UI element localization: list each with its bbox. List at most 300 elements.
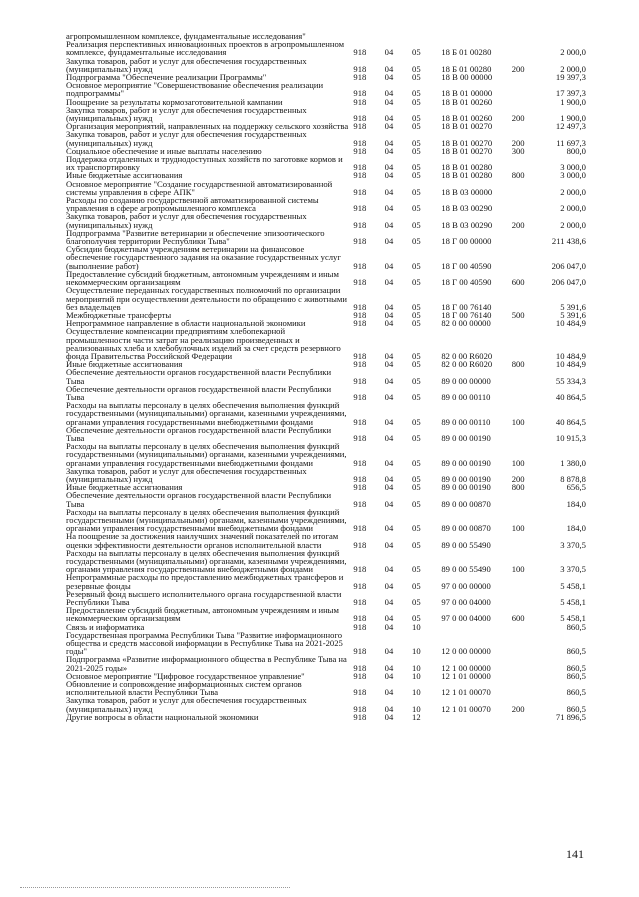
row-subsection-code: 05 [412, 260, 421, 271]
row-amount: 206 047,0 [551, 277, 586, 288]
row-org-code: 918 [353, 88, 367, 99]
row-subsection-code: 05 [412, 236, 421, 247]
row-amount: 5 391,6 [560, 301, 586, 312]
row-target-article: 97 0 00 00000 [441, 580, 491, 591]
row-org-code: 918 [353, 260, 367, 271]
row-amount: 12 497,3 [555, 121, 586, 132]
row-target-article: 18 Б 01 00280 [441, 47, 492, 58]
row-target-article: 18 В 00 00000 [441, 72, 493, 83]
row-section-code: 04 [384, 88, 394, 99]
row-subsection-code: 10 [412, 703, 421, 714]
row-subsection-code: 05 [412, 219, 421, 230]
row-target-article: 18 Г 00 76140 [441, 301, 492, 312]
row-section-code: 04 [384, 113, 394, 124]
row-amount: 800,0 [566, 145, 586, 156]
row-name: Осуществление переданных государственных полномочий по организации мероприятий при осуществлении деятельности по обращению с животными без владельцев [66, 285, 347, 312]
row-expense-type: 200 [511, 113, 525, 124]
row-target-article: 12 1 00 00000 [441, 662, 491, 673]
row-target-article: 89 0 00 00190 [441, 432, 491, 443]
row-expense-type: 300 [511, 145, 525, 156]
row-amount: 8 878,8 [560, 473, 586, 484]
row-name: Обеспечение деятельности органов государственной власти Республики Тыва [66, 424, 332, 443]
row-name: Иные бюджетные ассигнования [66, 170, 183, 181]
row-org-code: 918 [353, 703, 367, 714]
row-org-code: 918 [353, 375, 367, 386]
row-org-code: 918 [353, 646, 367, 657]
row-subsection-code: 05 [412, 170, 421, 181]
row-name: Закупка товаров, работ и услуг для обеспечения государственных (муниципальных) нужд [66, 211, 307, 230]
row-target-article: 18 В 01 00270 [441, 121, 493, 132]
row-name: Закупка товаров, работ и услуг для обеспечения государственных (муниципальных) нужд [66, 465, 307, 484]
row-org-code: 918 [353, 236, 367, 247]
row-org-code: 918 [353, 597, 367, 608]
table-row [66, 508, 586, 533]
row-org-code: 918 [353, 47, 367, 58]
row-subsection-code: 05 [412, 473, 421, 484]
row-name: Связь и информатика [66, 621, 145, 632]
table-row [66, 130, 586, 146]
row-org-code: 918 [353, 564, 367, 575]
table-row [66, 401, 586, 426]
table-row [66, 270, 586, 286]
row-subsection-code: 05 [412, 391, 421, 402]
row-section-code: 04 [384, 646, 394, 657]
row-section-code: 04 [384, 47, 394, 58]
row-target-article: 12 1 01 00070 [441, 703, 491, 714]
row-amount: 11 697,3 [556, 137, 586, 148]
row-target-article: 18 Г 00 40590 [441, 260, 492, 271]
row-name: агропромышленном комплексе, фундаментальные исследования" [66, 31, 306, 41]
row-amount: 40 864,5 [555, 416, 586, 427]
row-amount: 860,5 [566, 703, 586, 714]
row-section-code: 04 [384, 318, 394, 329]
row-name: Осуществление компенсации предприятиям хлебопекарной промышленности части затрат на реализацию произведенных и реализованных хлеба и хлебобулочных изделий за счет средств резервного фонда Правительства Российской Федерации [66, 326, 341, 361]
table-row [66, 245, 586, 270]
row-org-code: 918 [353, 301, 367, 312]
row-amount: 5 458,1 [560, 597, 586, 608]
row-name: Закупка товаров, работ и услуг для обеспечения государственных (муниципальных) нужд [66, 104, 307, 124]
row-target-article: 18 Г 00 40590 [441, 277, 492, 288]
row-org-code: 918 [353, 121, 367, 132]
row-target-article: 89 0 00 00190 [441, 473, 491, 484]
row-name: Обновление и сопровождение информационных систем органов исполнительной власти Республики Тыва [66, 679, 302, 698]
row-section-code: 04 [384, 564, 394, 575]
row-name: Предоставление субсидий бюджетным, автономным учреждениям и иным некоммерческим организациям [66, 268, 339, 288]
table-row [66, 442, 586, 467]
row-expense-type: 200 [511, 219, 525, 230]
row-org-code: 918 [353, 219, 367, 230]
row-subsection-code: 12 [412, 711, 421, 722]
row-org-code: 918 [353, 170, 367, 181]
row-amount: 860,5 [566, 621, 586, 632]
row-amount: 3 000,0 [560, 170, 586, 181]
row-expense-type: 200 [511, 137, 525, 148]
row-subsection-code: 10 [412, 687, 421, 698]
row-subsection-code: 05 [412, 145, 421, 156]
table-row [66, 549, 586, 574]
table-row [66, 426, 586, 442]
row-target-article: 97 0 00 04000 [441, 613, 491, 624]
row-org-code: 918 [353, 309, 367, 320]
row-org-code: 918 [353, 391, 367, 402]
row-section-code: 04 [384, 580, 394, 591]
row-subsection-code: 10 [412, 670, 421, 681]
row-name: Поощрение за результаты кормозаготовительной кампании [66, 96, 283, 107]
table-row [66, 573, 586, 589]
row-org-code: 918 [353, 457, 367, 468]
row-target-article: 18 В 03 00000 [441, 186, 493, 197]
row-amount: 3 370,5 [560, 564, 586, 575]
row-target-article: 97 0 00 04000 [441, 597, 491, 608]
row-amount: 1 380,0 [560, 457, 586, 468]
row-expense-type: 800 [511, 482, 525, 493]
table-row [66, 40, 586, 56]
row-org-code: 918 [353, 662, 367, 673]
row-target-article: 18 В 01 00260 [441, 96, 493, 107]
row-name: Иные бюджетные ассигнования [66, 359, 183, 370]
row-expense-type: 200 [511, 703, 525, 714]
row-amount: 860,5 [566, 687, 586, 698]
row-org-code: 918 [353, 113, 367, 124]
row-amount: 2 000,0 [560, 203, 586, 214]
row-amount: 206 047,0 [551, 260, 586, 271]
row-amount: 184,0 [566, 523, 586, 534]
row-amount: 19 397,3 [555, 72, 586, 83]
row-section-code: 04 [384, 473, 394, 484]
row-subsection-code: 05 [412, 498, 421, 509]
row-name: Обеспечение деятельности органов государственной власти Республики Тыва [66, 490, 332, 509]
table-row [66, 106, 586, 122]
row-expense-type: 200 [511, 63, 525, 74]
row-subsection-code: 05 [412, 162, 421, 173]
row-name: Обеспечение деятельности органов государственной власти Республики Тыва [66, 383, 332, 402]
table-row [66, 606, 586, 622]
row-org-code: 918 [353, 523, 367, 534]
row-subsection-code: 05 [412, 432, 421, 443]
row-name: Расходы на выплаты персоналу в целях обеспечения выполнения функций государственными (муниципальными) органами, казенными учреждениями, органами управления государственными внебюджетными фондами [66, 400, 347, 427]
row-org-code: 918 [353, 162, 367, 173]
budget-table [66, 32, 586, 721]
row-expense-type: 100 [511, 457, 525, 468]
row-subsection-code: 05 [412, 96, 421, 107]
footer-rule [20, 887, 290, 888]
row-section-code: 04 [384, 137, 394, 148]
row-target-article: 18 В 01 00270 [441, 137, 493, 148]
row-target-article: 18 В 01 00000 [441, 88, 493, 99]
row-subsection-code: 05 [412, 539, 421, 550]
row-subsection-code: 05 [412, 301, 421, 312]
row-amount: 211 438,6 [551, 236, 586, 247]
table-row [66, 212, 586, 228]
row-subsection-code: 05 [412, 580, 421, 591]
row-section-code: 04 [384, 687, 394, 698]
row-target-article: 12 1 01 00000 [441, 670, 491, 681]
row-section-code: 04 [384, 219, 394, 230]
row-amount: 860,5 [566, 646, 586, 657]
row-amount: 10 915,3 [555, 432, 586, 443]
row-target-article: 89 0 00 00870 [441, 498, 491, 509]
table-row [66, 368, 586, 384]
row-org-code: 918 [353, 711, 367, 722]
row-name: Предоставление субсидий бюджетным, автономным учреждениям и иным некоммерческим организациям [66, 605, 339, 624]
row-expense-type: 500 [511, 309, 525, 320]
row-section-code: 04 [384, 375, 394, 386]
row-org-code: 918 [353, 580, 367, 591]
row-org-code: 918 [353, 63, 367, 74]
row-name: Закупка товаров, работ и услуг для обеспечения государственных (муниципальных) нужд [66, 695, 307, 714]
table-row [66, 155, 586, 171]
table-row [66, 385, 586, 401]
row-org-code: 918 [353, 687, 367, 698]
row-amount: 1 900,0 [560, 113, 586, 124]
row-name: Субсидии бюджетным учреждениям ветеринарии на финансовое обеспечение государственного задания на оказание государственных услуг (выполнение работ) [66, 244, 341, 271]
row-subsection-code: 05 [412, 523, 421, 534]
row-section-code: 04 [384, 391, 394, 402]
row-amount: 860,5 [566, 662, 586, 673]
row-name: Непрограммные расходы по предоставлению межбюджетных трансферов и резервные фонды [66, 572, 344, 591]
row-org-code: 918 [353, 539, 367, 550]
row-section-code: 04 [384, 145, 394, 156]
row-name: Основное мероприятие "Цифровое государственное управление" [66, 670, 305, 681]
row-expense-type: 100 [511, 416, 525, 427]
row-name: Организация мероприятий, направленных на поддержку сельского хозяйства [66, 121, 349, 132]
row-target-article: 89 0 00 55490 [441, 564, 491, 575]
row-section-code: 04 [384, 523, 394, 534]
row-section-code: 04 [384, 170, 394, 181]
row-name: Закупка товаров, работ и услуг для обеспечения государственных (муниципальных) нужд [66, 129, 307, 148]
row-org-code: 918 [353, 72, 367, 83]
row-amount: 184,0 [566, 498, 586, 509]
row-name: Социальное обеспечение и иные выплаты населению [66, 145, 262, 156]
row-org-code: 918 [353, 613, 367, 624]
row-org-code: 918 [353, 416, 367, 427]
row-subsection-code: 05 [412, 482, 421, 493]
row-amount: 17 397,3 [555, 88, 586, 99]
row-amount: 2 000,0 [560, 219, 586, 230]
row-amount: 3 000,0 [560, 162, 586, 173]
row-amount: 71 896,5 [555, 711, 586, 722]
table-row [66, 57, 586, 73]
row-org-code: 918 [353, 473, 367, 484]
row-section-code: 04 [384, 162, 394, 173]
row-name: Иные бюджетные ассигнования [66, 482, 183, 493]
row-amount: 10 484,9 [555, 318, 586, 329]
row-target-article: 18 В 01 00280 [441, 162, 493, 173]
row-section-code: 04 [384, 621, 394, 632]
row-org-code: 918 [353, 203, 367, 214]
row-subsection-code: 05 [412, 359, 421, 370]
row-name: На поощрение за достижения наилучших значений показателей по итогам оценки эффективности деятельности органов исполнительной власти [66, 531, 339, 550]
row-section-code: 04 [384, 703, 394, 714]
row-subsection-code: 05 [412, 375, 421, 386]
row-target-article: 18 Б 01 00280 [441, 63, 492, 74]
row-section-code: 04 [384, 416, 394, 427]
row-name: Закупка товаров, работ и услуг для обеспечения государственных (муниципальных) нужд [66, 55, 307, 74]
table-row [66, 467, 586, 483]
row-expense-type: 200 [511, 473, 525, 484]
row-name: Расходы на выплаты персоналу в целях обеспечения выполнения функций государственными (муниципальными) органами, казенными учреждениями, органами управления государственными внебюджетными фондами [66, 506, 347, 534]
row-target-article: 18 В 01 00280 [441, 170, 493, 181]
row-amount: 5 458,1 [560, 613, 586, 624]
row-org-code: 918 [353, 145, 367, 156]
row-org-code: 918 [353, 498, 367, 509]
row-amount: 2 000,0 [560, 186, 586, 197]
row-expense-type: 600 [511, 613, 525, 624]
row-section-code: 04 [384, 359, 394, 370]
row-subsection-code: 05 [412, 121, 421, 132]
row-name: Непрограммное направление в области национальной экономики [66, 318, 306, 329]
row-org-code: 918 [353, 482, 367, 493]
row-name: Основное мероприятие "Создание государственной автоматизированной системы управления в сфере АПК" [66, 178, 333, 197]
row-name: Подпрограмма "Развитие ветеринарии и обеспечение эпизоотического благополучия территории Республики Тыва" [66, 227, 325, 247]
row-section-code: 04 [384, 277, 394, 288]
row-subsection-code: 05 [412, 597, 421, 608]
row-section-code: 04 [384, 539, 394, 550]
row-section-code: 04 [384, 457, 394, 468]
row-subsection-code: 05 [412, 416, 421, 427]
row-target-article: 82 0 00 00000 [441, 318, 491, 329]
row-name: Расходы на выплаты персоналу в целях обеспечения выполнения функций государственными (муниципальными) органами, казенными учреждениями, органами управления государственными внебюджетными фондами [66, 441, 347, 468]
row-name: Другие вопросы в области национальной экономики [66, 711, 259, 722]
row-subsection-code: 05 [412, 47, 421, 58]
table-row [66, 180, 586, 196]
row-subsection-code: 05 [412, 72, 421, 83]
row-subsection-code: 05 [412, 457, 421, 468]
row-org-code: 918 [353, 670, 367, 681]
row-section-code: 04 [384, 662, 394, 673]
row-name: Реализация перспективных инновационных проектов в агропромышленном комплексе, фундаментальные исследования [66, 39, 345, 58]
row-amount: 2 000,0 [560, 47, 586, 58]
row-section-code: 04 [384, 670, 394, 681]
row-subsection-code: 05 [412, 564, 421, 575]
row-section-code: 04 [384, 301, 394, 312]
row-target-article: 12 1 01 00070 [441, 687, 491, 698]
row-section-code: 04 [384, 63, 394, 74]
row-section-code: 04 [384, 350, 394, 361]
row-expense-type: 600 [511, 277, 525, 288]
row-target-article: 18 В 03 00290 [441, 203, 493, 214]
row-subsection-code: 05 [412, 63, 421, 74]
row-org-code: 918 [353, 432, 367, 443]
row-subsection-code: 05 [412, 350, 421, 361]
row-target-article: 89 0 00 00000 [441, 375, 491, 386]
row-subsection-code: 10 [412, 646, 421, 657]
row-amount: 860,5 [566, 670, 586, 681]
row-name: Подпрограмма "Обеспечение реализации Программы" [66, 72, 267, 83]
row-subsection-code: 05 [412, 137, 421, 148]
table-row [66, 196, 586, 212]
row-name: Расходы по созданию государственной автоматизированной системы управления в сфере агропромышленного комплекса [66, 195, 319, 214]
row-subsection-code: 10 [412, 662, 421, 673]
row-name: Основное мероприятие "Совершенствование обеспечения реализации подпрограммы" [66, 80, 324, 99]
row-target-article: 89 0 00 00110 [441, 416, 491, 427]
page-number: 141 [566, 847, 584, 861]
row-amount: 2 000,0 [560, 63, 586, 74]
row-section-code: 04 [384, 121, 394, 132]
row-subsection-code: 05 [412, 88, 421, 99]
row-amount: 5 391,6 [560, 309, 586, 320]
row-section-code: 04 [384, 309, 394, 320]
table-row [66, 229, 586, 245]
row-target-article: 89 0 00 55490 [441, 539, 491, 550]
row-target-article: 82 0 00 R6020 [441, 359, 493, 370]
table-row [66, 680, 586, 696]
row-subsection-code: 05 [412, 113, 421, 124]
row-expense-type: 800 [511, 359, 525, 370]
row-name: Резервный фонд высшего исполнительного органа государственной власти Республики Тыва [66, 588, 342, 608]
row-section-code: 04 [384, 597, 394, 608]
row-target-article: 89 0 00 00190 [441, 457, 491, 468]
row-target-article: 18 В 01 00270 [441, 145, 493, 156]
row-target-article: 89 0 00 00870 [441, 523, 491, 534]
row-amount: 10 484,9 [555, 350, 586, 361]
row-amount: 10 484,9 [555, 359, 586, 370]
row-section-code: 04 [384, 236, 394, 247]
row-target-article: 12 0 00 00000 [441, 646, 491, 657]
row-target-article: 18 Г 00 00000 [441, 236, 492, 247]
row-amount: 40 864,5 [555, 391, 586, 402]
row-subsection-code: 05 [412, 186, 421, 197]
row-subsection-code: 05 [412, 203, 421, 214]
row-subsection-code: 05 [412, 309, 421, 320]
row-amount: 656,5 [566, 482, 586, 493]
row-section-code: 04 [384, 711, 394, 722]
row-org-code: 918 [353, 277, 367, 288]
row-section-code: 04 [384, 186, 394, 197]
table-row [66, 590, 586, 606]
row-subsection-code: 05 [412, 277, 421, 288]
row-name: Государственная программа Республики Тыва "Развитие информационного общества и средств массовой информации в Республике Тыва на 2021-2025 годы" [66, 629, 343, 657]
row-org-code: 918 [353, 137, 367, 148]
row-expense-type: 100 [511, 564, 525, 575]
row-amount: 3 370,5 [560, 539, 586, 550]
row-org-code: 918 [353, 186, 367, 197]
row-section-code: 04 [384, 203, 394, 214]
table-row [66, 491, 586, 507]
table-row [66, 532, 586, 548]
table-row [66, 696, 586, 712]
row-amount: 1 900,0 [560, 96, 586, 107]
row-org-code: 918 [353, 96, 367, 107]
row-amount: 5 458,1 [560, 580, 586, 591]
table-row [66, 713, 586, 721]
table-row [66, 286, 586, 311]
row-subsection-code: 05 [412, 613, 421, 624]
row-org-code: 918 [353, 359, 367, 370]
row-section-code: 04 [384, 72, 394, 83]
row-target-article: 18 В 01 00260 [441, 113, 493, 124]
row-name: Расходы на выплаты персоналу в целях обеспечения выполнения функций государственными (муниципальными) органами, казенными учреждениями, органами управления государственными внебюджетными фондами [66, 547, 347, 575]
row-target-article: 89 0 00 00110 [441, 391, 491, 402]
row-section-code: 04 [384, 498, 394, 509]
table-row [66, 655, 586, 671]
row-target-article: 18 Г 00 76140 [441, 309, 492, 320]
row-name: Поддержка отдаленных и труднодоступных хозяйств по заготовке кормов и их транспортировку [66, 154, 343, 173]
row-section-code: 04 [384, 96, 394, 107]
row-org-code: 918 [353, 318, 367, 329]
row-section-code: 04 [384, 260, 394, 271]
row-name: Межбюджетные трансферты [66, 309, 172, 320]
row-name: Обеспечение деятельности органов государственной власти Республики Тыва [66, 367, 332, 386]
row-section-code: 04 [384, 613, 394, 624]
table-row [66, 81, 586, 97]
row-section-code: 04 [384, 482, 394, 493]
row-expense-type: 100 [511, 523, 525, 534]
row-section-code: 04 [384, 432, 394, 443]
row-target-article: 89 0 00 00190 [441, 482, 491, 493]
row-name: Подпрограмма «Развитие информационного общества в Республике Тыва на 2021-2025 годы» [66, 654, 347, 673]
row-subsection-code: 10 [412, 621, 421, 632]
